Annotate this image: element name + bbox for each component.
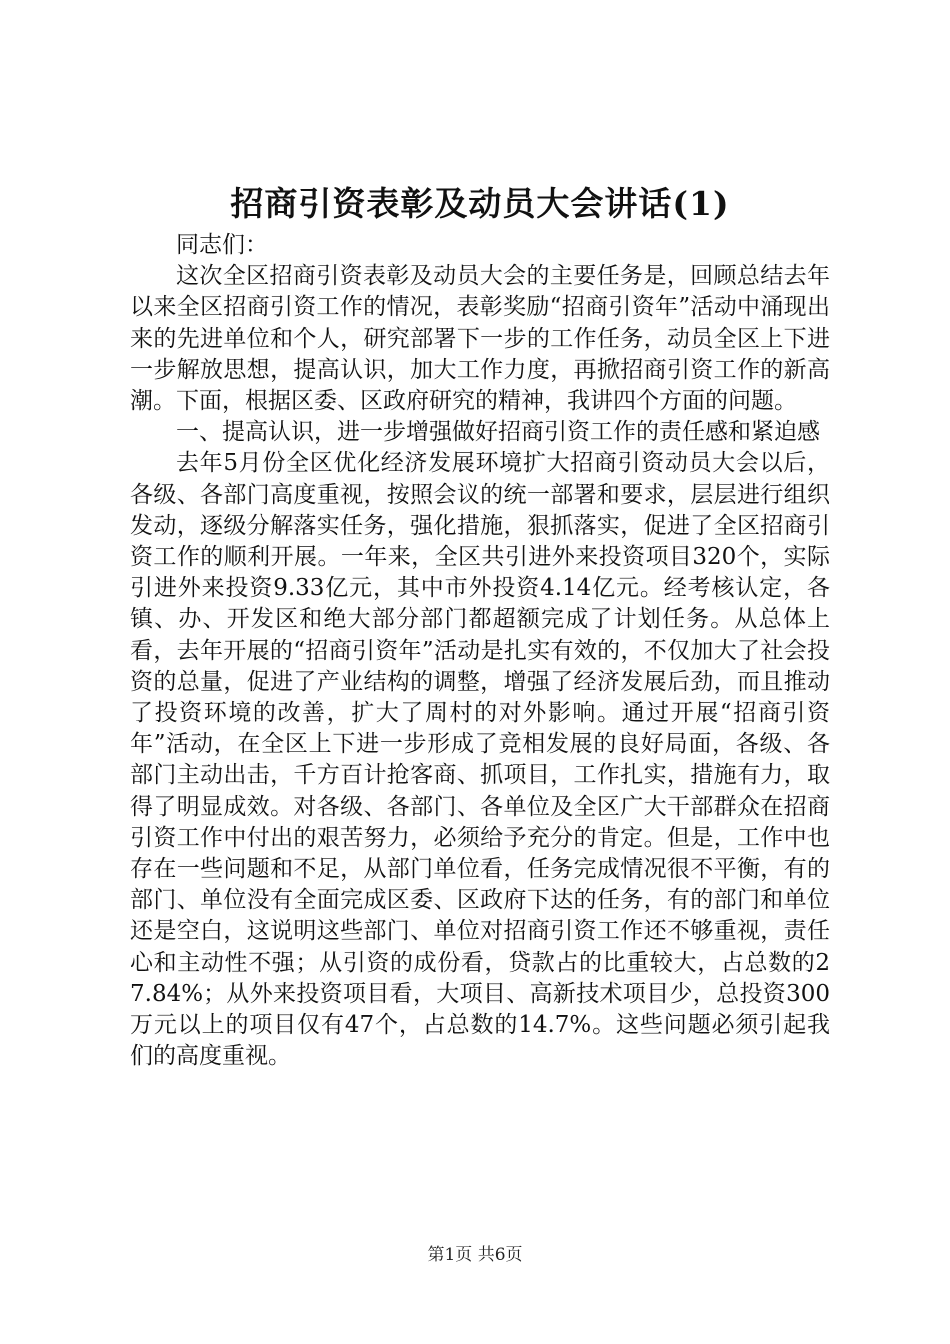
body-paragraph: 去年5月份全区优化经济发展环境扩大招商引资动员大会以后，各级、各部门高度重视，按照会议的统一部署和要求，层层进行组织发动，逐级分解落实任务，强化措施，狠抓落实，促进了全区招商引资工作的顺利开展。一年来，全区共引进外来投资项目320个，实际引进外来投资9.33亿元，其中市外投资4.14亿元。经考核认定，各镇、办、开发区和绝大部分部门都超额完成了计划任务。从总体上看，去年开展的“招商引资年”活动是扎实有效的，不仅加大了社会投资的总量，促进了产业结构的调整，增强了经济发展后劲，而且推动了投资环境的改善，扩大了周村的对外影响。通过开展“招商引资年”活动，在全区上下进一步形成了竞相发展的良好局面，各级、各部门主动出击，千方百计抢客商、抓项目，工作扎实，措施有力，取得了明显成效。对各级、各部门、各单位及全区广大干部群众在招商引资工作中付出的艰苦努力，必须给予充分的肯定。但是，工作中也存在一些问题和不足，从部门单位看，任务完成情况很不平衡，有的部门、单位没有全面完成区委、区政府下达的任务，有的部门和单位还是空白，这说明这些部门、单位对招商引资工作还不够重视，责任心和主动性不强；从引资的成份看，贷款占的比重较大，占总数的27.84%；从外来投资项目看，大项目、高新技术项目少，总投资300万元以上的项目仅有47个，占总数的14.7%。这些问题必须引起我们的高度重视。 [130, 450, 830, 1070]
document-page [130, 180, 830, 1072]
page-footer: 第1页 共6页 [427, 1245, 523, 1265]
salutation-paragraph: 同志们： [176, 232, 268, 258]
section-heading-paragraph: 一、提高认识，进一步增强做好招商引资工作的责任感和紧迫感 [176, 419, 820, 446]
intro-paragraph: 这次全区招商引资表彰及动员大会的主要任务是，回顾总结去年以来全区招商引资工作的情况，表彰奖励“招商引资年”活动中涌现出来的先进单位和个人，研究部署下一步的工作任务，动员全区上下进一步解放思想，提高认识，加大工作力度，再掀招商引资工作的新高潮。下面，根据区委、区政府研究的精神，我讲四个方面的问题。 [130, 263, 830, 415]
document-title: 招商引资表彰及动员大会讲话(1) [230, 184, 730, 223]
